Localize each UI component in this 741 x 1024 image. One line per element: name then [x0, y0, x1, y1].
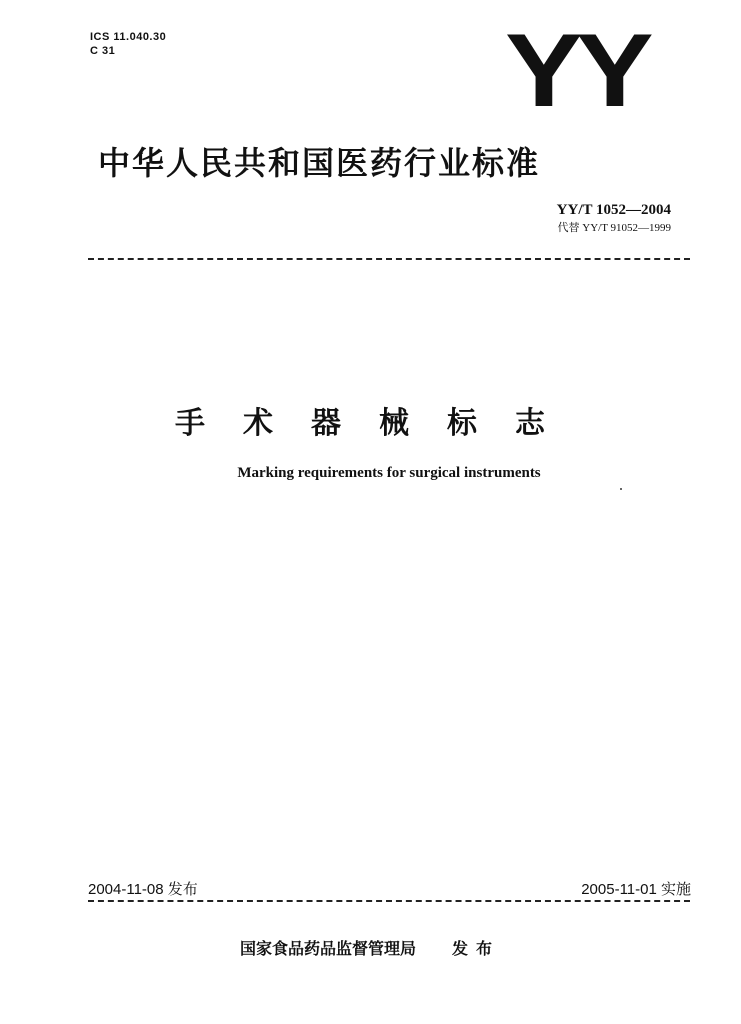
classification-codes: [90, 30, 166, 58]
scan-speck: [620, 488, 622, 490]
ccs-code: C 31: [90, 45, 116, 57]
publish-date: 2004-11-08 发布: [88, 881, 198, 898]
header-divider: [88, 258, 690, 260]
yy-logo: YY: [505, 13, 647, 129]
issuing-body-heading: 中华人民共和国医药行业标准: [98, 144, 541, 182]
implement-date: 2005-11-01 实施: [581, 881, 691, 898]
issuer-name: 国家食品药品监督管理局: [240, 939, 417, 958]
issuer-line: [240, 936, 500, 959]
footer-divider: [88, 900, 690, 902]
title-chinese: 手术器械标志: [175, 406, 583, 441]
issue-word: 发布: [452, 939, 501, 958]
replaces-note: 代替 YY/T 91052—1999: [557, 222, 671, 234]
standard-number: YY/T 1052—2004: [556, 202, 671, 218]
ics-code: ICS 11.040.30: [90, 31, 167, 43]
title-english: Marking requirements for surgical instruments: [237, 465, 541, 481]
standard-code-block: [557, 202, 671, 235]
